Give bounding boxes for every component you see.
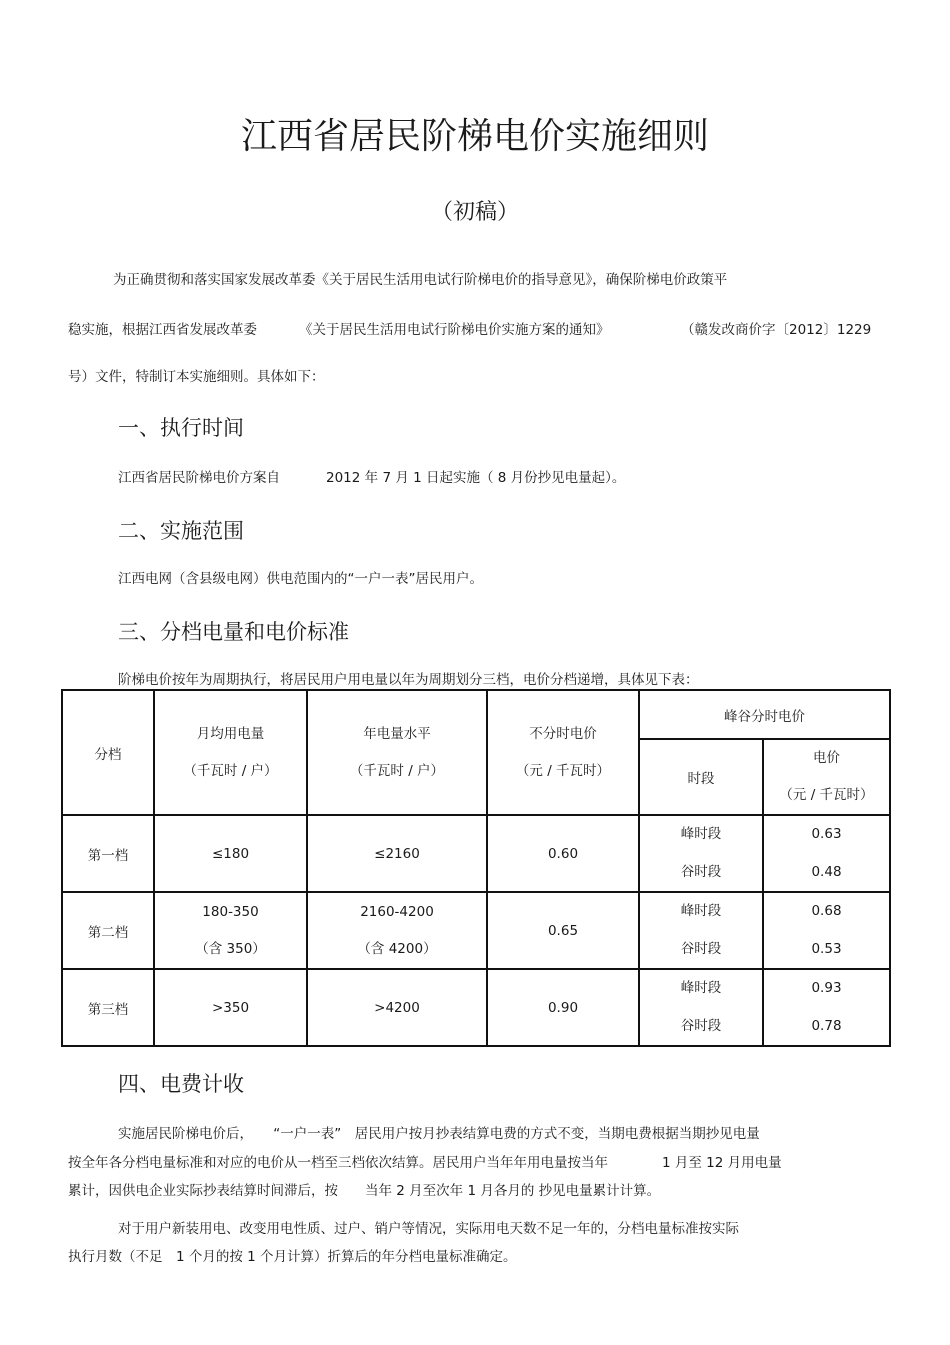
section-4-p1-line3: 累计，因供电企业实际抄表结算时间滞后，按 当年 2 月至次年 1 月各月的 抄见电量累计计算。	[68, 1183, 661, 1199]
row-prices	[763, 969, 890, 1046]
tier-price-table	[61, 689, 891, 1047]
row-tier: 第二档	[62, 892, 154, 969]
header-flat-l1: 不分时电价	[529, 725, 597, 742]
row-monthly-l1: 180-350	[202, 903, 259, 920]
header-annual	[307, 690, 487, 815]
row-tier: 第三档	[62, 969, 154, 1046]
header-flat-price	[487, 690, 639, 815]
row-periods	[639, 969, 763, 1046]
document-title: 江西省居民阶梯电价实施细则	[240, 116, 709, 157]
row-flat: 0.65	[487, 892, 639, 969]
peak-label: 峰时段	[680, 826, 722, 842]
header-annual-l2: （千瓦时 / 户）	[349, 762, 445, 779]
section-2-heading: 二、实施范围	[118, 519, 244, 543]
intro-line-2a: 稳实施，根据江西省发展改革委	[68, 322, 257, 338]
section-4-p1-line1: 实施居民阶梯电价后， “一户一表” 居民用户按月抄表结算电费的方式不变，当期电费根据当期抄见电量	[118, 1126, 760, 1142]
valley-price: 0.53	[811, 941, 842, 957]
row-prices	[763, 892, 890, 969]
intro-line-1: 为正确贯彻和落实国家发展改革委《关于居民生活用电试行阶梯电价的指导意见》，确保阶梯电价政策平	[113, 272, 728, 288]
row-tier: 第一档	[62, 815, 154, 892]
row-monthly	[154, 892, 307, 969]
valley-price: 0.78	[811, 1018, 842, 1034]
table-row	[62, 815, 890, 892]
valley-label: 谷时段	[680, 1018, 722, 1034]
valley-price: 0.48	[811, 864, 842, 880]
intro-line-3: 号）文件，特制订本实施细则。具体如下：	[68, 369, 325, 385]
section-2-text: 江西电网（含县级电网）供电范围内的“一户一表”居民用户。	[118, 571, 483, 587]
section-3-text: 阶梯电价按年为周期执行，将居民用户用电量以年为周期划分三档，电价分档递增，具体见下表：	[118, 672, 699, 688]
header-flat-l2: （元 / 千瓦时）	[515, 762, 611, 779]
section-1-text-b: 2012 年 7 月 1 日起实施（ 8 月份抄见电量起）。	[326, 470, 626, 486]
section-1-text-a: 江西省居民阶梯电价方案自	[118, 470, 280, 486]
row-monthly: ≤180	[154, 815, 307, 892]
section-4-p1-line2: 按全年各分档电量标准和对应的电价从一档至三档依次结算。居民用户当年年用电量按当年 1 月至 12 月用电量	[68, 1155, 782, 1171]
section-4-p2-line2: 执行月数（不足 1 个月的按 1 个月计算）折算后的年分档电量标准确定。	[68, 1249, 517, 1265]
row-annual-l1: 2160-4200	[360, 903, 434, 920]
peak-price: 0.68	[811, 903, 842, 919]
header-monthly-l1: 月均用电量	[196, 725, 265, 742]
header-monthly	[154, 690, 307, 815]
row-prices	[763, 815, 890, 892]
peak-price: 0.63	[811, 826, 842, 842]
row-periods	[639, 892, 763, 969]
row-annual	[307, 892, 487, 969]
peak-label: 峰时段	[680, 980, 722, 996]
intro-line-2b: 《关于居民生活用电试行阶梯电价实施方案的通知》	[299, 322, 610, 338]
row-flat: 0.60	[487, 815, 639, 892]
row-annual-l2: （含 4200）	[357, 940, 437, 957]
table-row	[62, 892, 890, 969]
row-flat: 0.90	[487, 969, 639, 1046]
valley-label: 谷时段	[680, 941, 722, 957]
row-periods	[639, 815, 763, 892]
section-4-p2-line1: 对于用户新装用电、改变用电性质、过户、销户等情况，实际用电天数不足一年的，分档电量标准按实际	[118, 1221, 739, 1237]
header-price-l2: （元 / 千瓦时）	[779, 787, 874, 803]
header-annual-l1: 年电量水平	[363, 725, 431, 742]
header-tier: 分档	[62, 690, 154, 815]
row-annual: >4200	[307, 969, 487, 1046]
header-monthly-l2: （千瓦时 / 户）	[183, 762, 278, 779]
row-monthly: >350	[154, 969, 307, 1046]
header-price-l1: 电价	[813, 750, 840, 766]
section-4-heading: 四、电费计收	[118, 1072, 244, 1096]
header-tou: 峰谷分时电价	[639, 690, 890, 739]
header-period: 时段	[639, 739, 763, 815]
peak-label: 峰时段	[680, 903, 722, 919]
intro-line-2c: （赣发改商价字〔2012〕1229	[681, 322, 872, 338]
row-monthly-l2: （含 350）	[195, 940, 266, 957]
valley-label: 谷时段	[680, 864, 722, 880]
header-price	[763, 739, 890, 815]
section-1-heading: 一、执行时间	[118, 416, 244, 440]
peak-price: 0.93	[811, 980, 842, 996]
row-annual: ≤2160	[307, 815, 487, 892]
document-subtitle: （初稿）	[430, 200, 519, 225]
table-row	[62, 969, 890, 1046]
section-3-heading: 三、分档电量和电价标准	[118, 620, 349, 644]
